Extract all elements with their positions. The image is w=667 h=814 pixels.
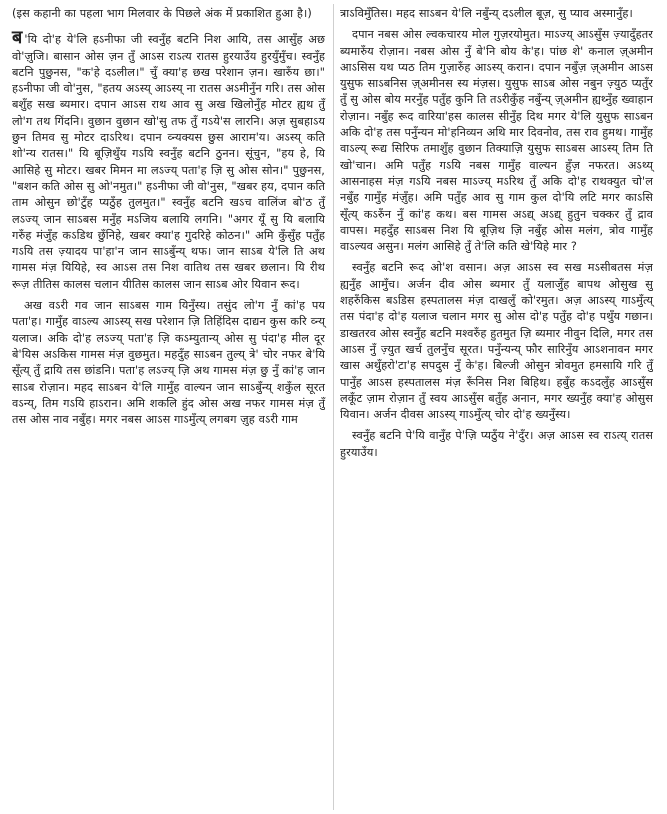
- story-paragraph: अख वऽरी गव जान साऽबस गाम यिनुँस्य। तसुंद लो'ग नुँ कां'ह पय पता'ह। गामुँह वाऽल्य आऽस्य् सख परेशान ज़ि तिहिंदिस दाद्यन कुस करि व्न्य् यलाज। अकि दो'ह लऽज्य् पता'ह ज़ि कऽम्युतान्य् ओस सु पंदा'ह मील दूर बे'यिस अऽकिस गामस मंज़ वुछमुत। महदुँह साऽबन तुल्य् त्रे' चोर नफर बे'यि सूँत्य् तुँ द्रायि तस छांडनि। पता'ह लऽज्य् ज़ि अथ गामस मंज़ छु नुँ कां'ह जान साऽब रोज़ान। महद साऽबन ये'लि गामुँह वाल्यन जान साऽबुँन्य् शकुँल सूरत वऽन्य्, तिम गऽयि हाऽरान। अमि शकलि हुंद ओस अख नफर गामस मंज़ तुँ तस ओस नाव नबुँह। मगर नबस आऽस गाऽमुँत्य् लगबग ज़ुह वऽरी गाम: [12, 299, 325, 427]
- story-paragraph: स्वनुँह बटनि रूद ओ'श वसान। अज़ आऽस स्व सख मऽसीबतस मंज़ ह्यनुँह आमुँच। अर्जन दीव ओस ब्यमार तुँ यलाजुँह बापथ ओसुख सु शहरुँकिस बऽडिस हस्पतालस मंज़ दाखलुँ को'रमुत। अज़ आऽस्य् गाऽमुँत्य् तस पंदा'ह दो'ह यलाज चलान मगर सु ओस दो'ह पतुँह दो'ह पथुँय गछान। डाखतरव ओस स्वनुँह बटनि मश्वरुँह हुतमुत ज़ि ब्यमार नीवुन दिलि, मगर तस आऽस नुँ ज़्युत खर्च तुलनुँच सूरत। पनुँन्यन्य् फौर सारिनुँय आऽशनावन मगर खास अथुँहरो'टा'ह सपदुस नुँ के'ह। बिल्जी ओसुन त्रोवमुत हमसायि गरि तुँ पानुँह आऽस हस्पतालस मंज़ रूँनिस निश बिहिथ। हबुँह कऽदलुँह आऽसुँस लकूँट ज़ाम रोज़ान तुँ स्वय आऽसुँस बतुँह अनान, मगर ख्यनुँह क्या'ह ओसुस यिवान। अर्जन दीवस आऽस्य् गाऽमुँत्य् चोर दो'ह ख्यनुँस्य।: [340, 261, 653, 422]
- left-column: [12, 6, 325, 433]
- story-paragraph: त्राऽविमुँतिस। महद साऽबन ये'लि नबुँन्य् दऽलील बूज़, सु प्याव अस्मानुँह।: [340, 7, 633, 20]
- column-divider: [333, 4, 334, 810]
- drop-cap: ब: [12, 27, 23, 49]
- right-column: [340, 6, 653, 466]
- paragraph-text: 'यि दो'ह ये'लि हऽनीफा जी स्वनुँह बटनि निश आयि, तस आसुँह अछ वो'ज़ुजि। बासान ओस ज़न तुँ आऽस राऽत्य रातस हुरयाउँय हुरयुँमुँच। स्वनुँह बटनि पुछुनस, "क'हे दऽलील।" चुँ क्या'ह छख परेशान ज़न। खारुँय छा।" हऽनीफा जी वो'नुस, "हतय अऽस्य् आऽस्य् ना रातस अऽमीनुँन गरि। तस ओस बशुँह सख ब्यमार। दपान आऽस राथ आव सु अख खिलोनुँह मोटर ह्यथ तुँ लो'ग तथ गिंदनि। वुछान वुछान खो'सु तफ तुँ गऽये'स लारनि। अज़ सुबहाऽय छुन तिमव सु मोटर दाऽरिथ। दपान व्न्यक्यस छुस आराम'य। अऽस्य् कति शो'न्य रातस।" यि बूज़िथुँय गऽयि स्वनुँह बटनि ठुनन। सूंचुन, "हय हे, यि आसिहे सु मोटर। खबर मिमन मा लऽज्य् पता'ह ज़ि सु ओस सोन।" पुछुनस, "बशन कति ओस सु ओ'नमुत।" हऽनीफा जी वो'नुस, "खबर हय, दपान कति ताम ओसुन छो'टुँह प्यठुँह तुलमुत।" स्वनुँह बटनि खऽच वालिंज बो'ठ तुँ लऽज्य् जान साऽबस मनुँह मऽजिय बलायि लगनि। "अगर यूँ सु यि बलायि गरुँह मंजुँह कऽडिथ छुँनिहे, खबर क्या'ह गुदरिहे कोठन।" अमि कुँसुँह पतुँह गऽयि तस ज़्यादय पा'हा'न जान साऽबुँन्य् थफ। जान साऽब ये'लि ति अथ गामस मंज़ यियिहे, स्व आऽस तस निश वातिथ तस खबर छलान। यि रीथ रूज़ तीतिस कालस चलान यीतिस कालस जान साऽब ओर यिवान रूद।: [12, 33, 326, 291]
- story-paragraph: [12, 27, 326, 293]
- story-paragraph: स्वनुँह बटनि पे'यि वानुँह पे'ज़ि प्यठुँय ने'दुँर। अज़ आऽस स्व राऽत्य् रातस हुरयाउँय।: [340, 429, 653, 459]
- editorial-note: (इस कहानी का पहला भाग मिलवार के पिछले अंक में प्रकाशित हुआ है।): [12, 7, 312, 20]
- story-paragraph: दपान नबस ओस ल्वकचारय मोल गुज़रयोमुत। माऽज्य् आऽसुँस ज़्यादुँहतर ब्यमारुँय रोज़ान। नबस ओस नुँ बे'नि बोय के'ह। पांछ शे' कनाल ज़्अमीन आऽसिस यथ प्यठ तिम गुज़ारुँह आऽस्य् करान। दपान नबुँज़ ज़्अमीन आऽस युसुफ साऽबनिस ज़्अमीनस स्य मंज़स। युसुफ साऽब ओस नबुन ज़्युठ प्यतुँर तुँ सु ओस बोय मरनुँह पतुँह कुनि ति तऽरीकुँह नबुँन्य् ज़्अमीन ह्यथ्नुँह ख्वाहान रोज़ान। नबुँह रूद वारिया'हस कालस सीनुँह दिथ मगर ये'लि युसुफ साऽबन अकि दो'ह तस पनुँन्यन मो'हनिव्यन अथि मार दिवनोव, तस राव हुमथ। गामुँह वाऽल्य् रूद्य सिरिफ तमाशुँह वुछान तिक्याज़ि युसुफ साऽबस आऽस्य् तिम ति खो'चान। अमि पतुँह गऽयि नबस गामुँह वाल्यन हुँज़ नफरत। अऽथ्य् आसनाहस मंज़ गऽयि नबस माऽज्य् मऽरिथ तुँ अकि दो'ह राथक्युत चो'ल नबुँह गामुँह मंज़ुँह। अमि पतुँह आव सु गाम कुल दो'यि लटि मगर काऽसि सूँत्य् कऽरुँन नुँ कां'ह कथ। बस गामस अऽद्य् अऽद्य् हुतुन चक्कर तुँ द्राव वापस। महदुँह साऽबस निश यि बूज़िथ ज़ि नबुँह ओस मलंग, त्रोव गामुँह वाऽल्यव असुन। मलंग आसिहे तुँ ते'लि कति खे'यिहे मार ?: [340, 28, 654, 254]
